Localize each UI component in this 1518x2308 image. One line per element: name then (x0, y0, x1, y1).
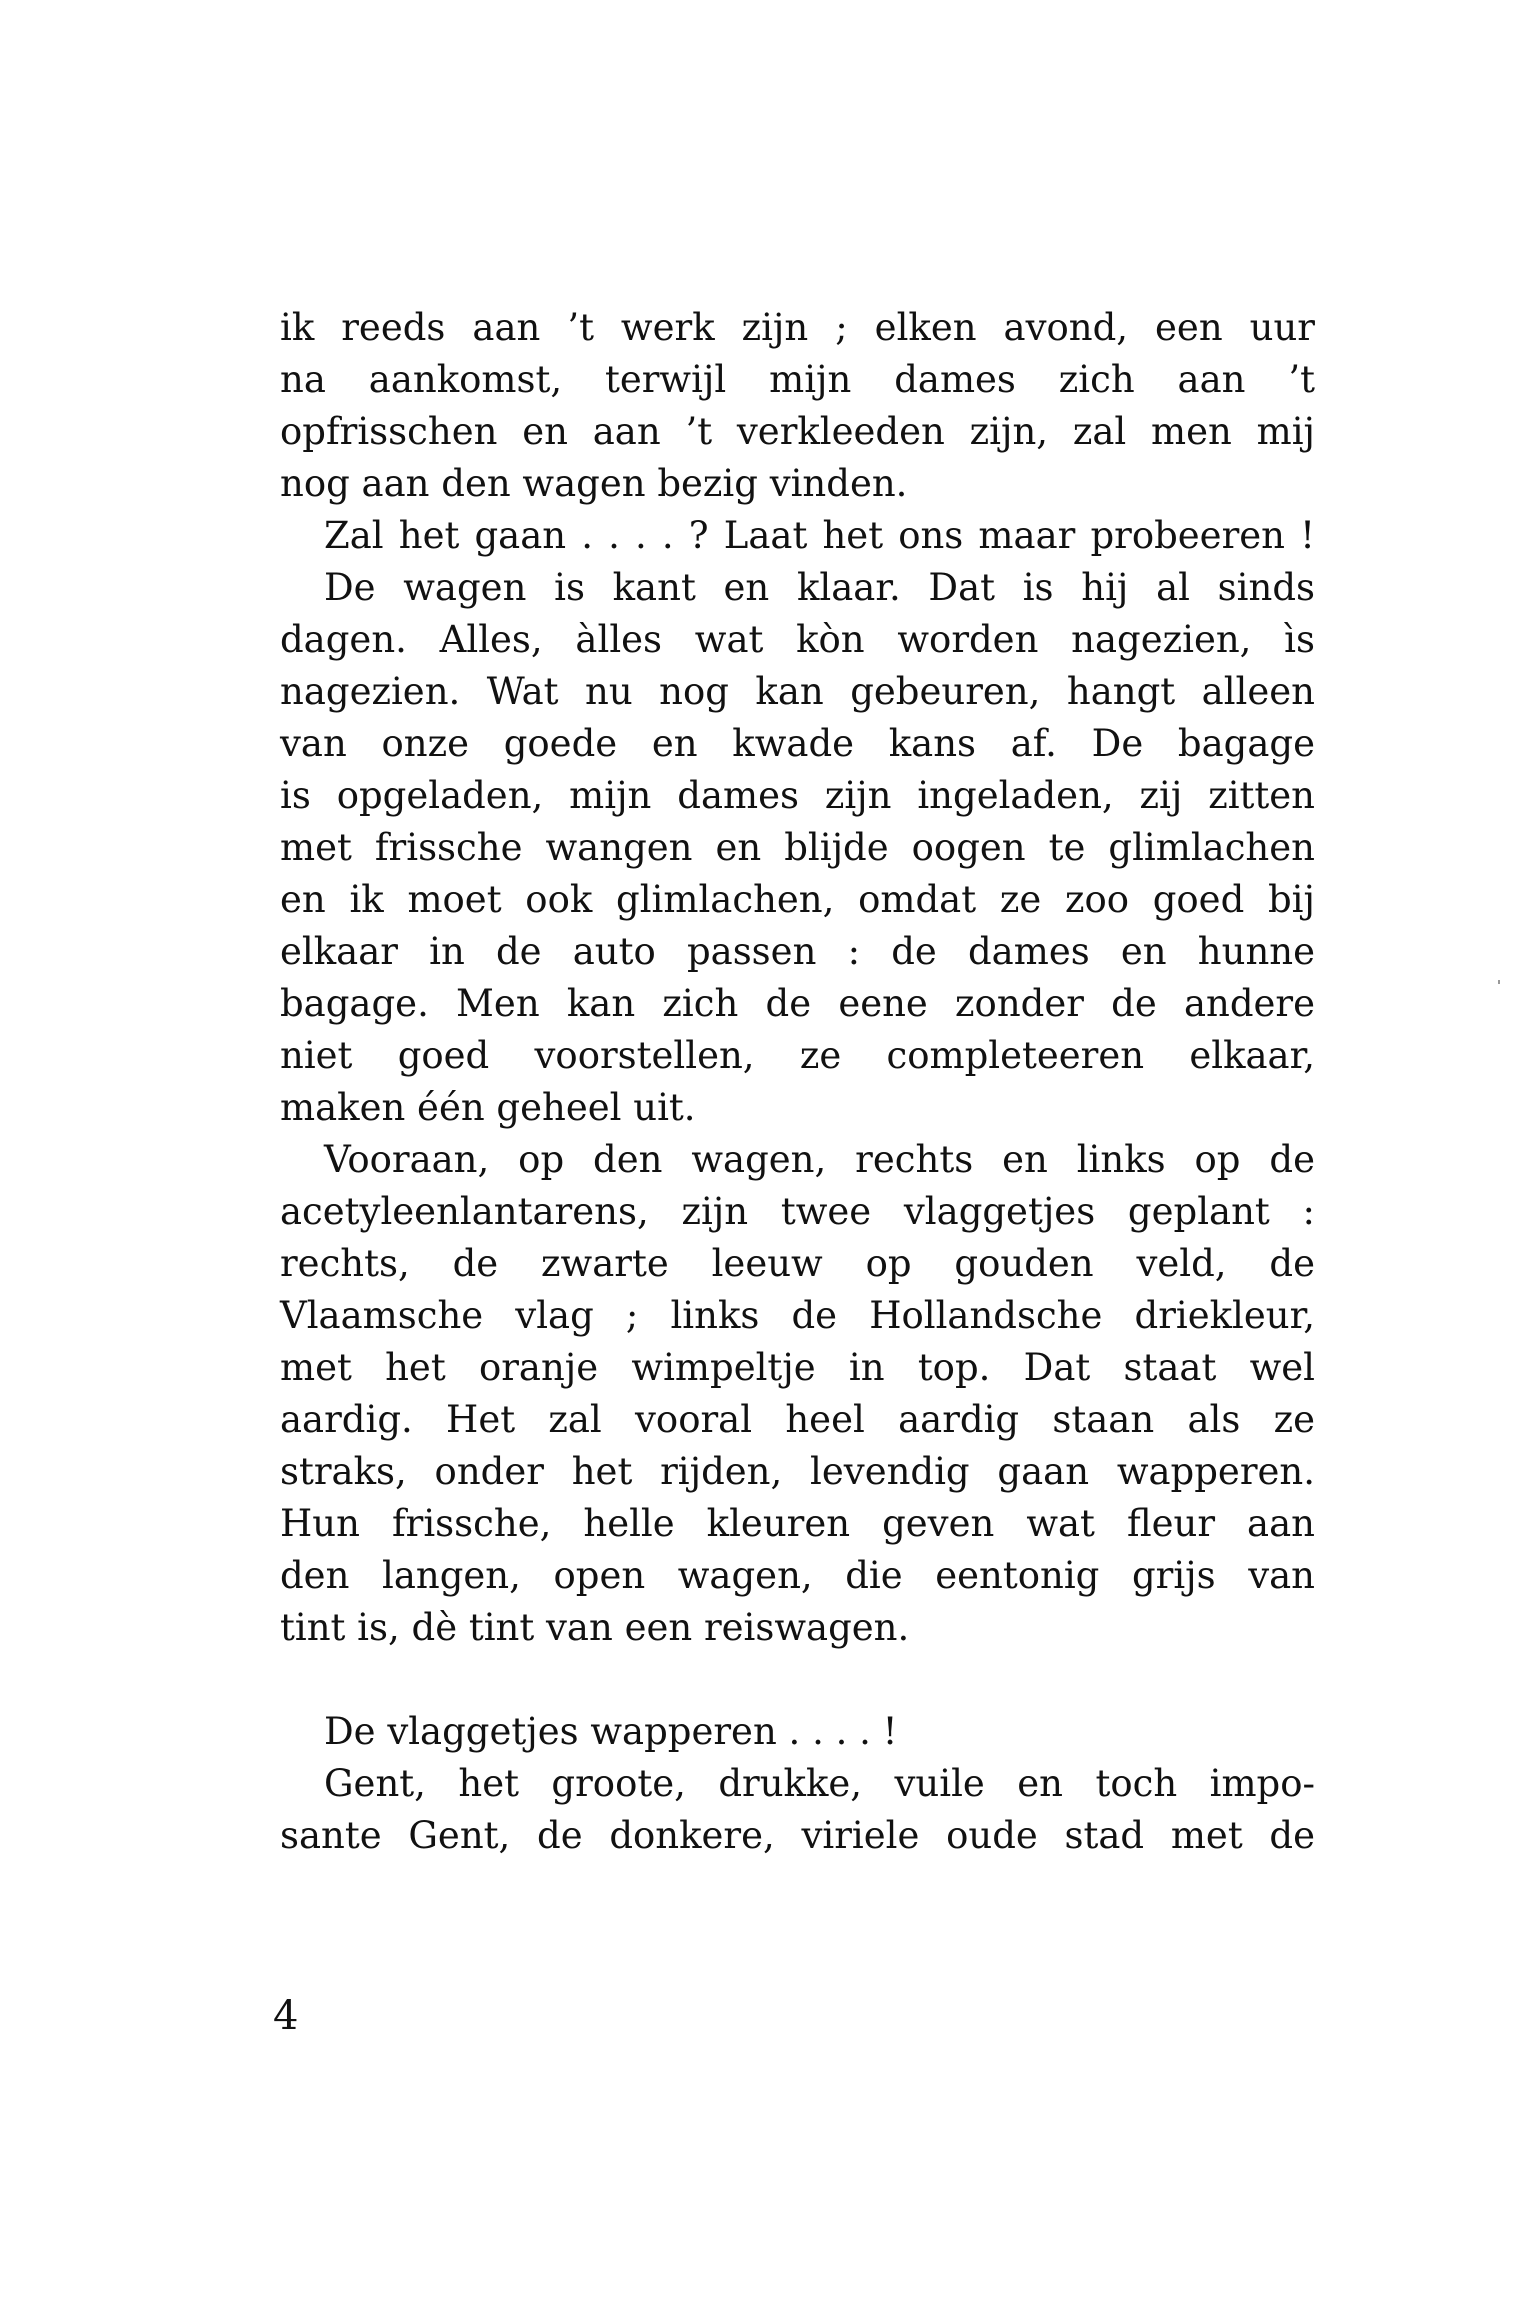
text-line: den langen, open wagen, die eentonig grijs van (280, 1554, 1315, 1597)
text-line: is opgeladen, mijn dames zijn ingeladen, zij zitten (280, 774, 1315, 817)
text-line: Gent, het groote, drukke, vuile en toch impo- (324, 1762, 1315, 1805)
text-line: met het oranje wimpeltje in top. Dat staat wel (280, 1346, 1315, 1389)
text-line: De vlaggetjes wapperen . . . . ! (324, 1710, 898, 1753)
text-line: nog aan den wagen bezig vinden. (280, 462, 908, 505)
text-line: sante Gent, de donkere, viriele oude stad met de (280, 1814, 1315, 1857)
body-text (280, 302, 1315, 1862)
scan-speck (1498, 980, 1500, 984)
text-line: en ik moet ook glimlachen, omdat ze zoo goed bij (280, 878, 1315, 921)
text-line: elkaar in de auto passen : de dames en hunne (280, 930, 1315, 973)
text-line: Vlaamsche vlag ; links de Hollandsche driekleur, (280, 1294, 1315, 1337)
text-line: Zal het gaan . . . . ? Laat het ons maar probeeren ! (324, 514, 1315, 557)
text-line: met frissche wangen en blijde oogen te glimlachen (280, 826, 1315, 869)
text-line: straks, onder het rijden, levendig gaan wapperen. (280, 1450, 1315, 1493)
text-line: aardig. Het zal vooral heel aardig staan als ze (280, 1398, 1315, 1441)
text-line: bagage. Men kan zich de eene zonder de andere (280, 982, 1315, 1025)
text-line: dagen. Alles, àlles wat kòn worden nagezien, ìs (280, 618, 1315, 661)
text-line: Hun frissche, helle kleuren geven wat fleur aan (280, 1502, 1315, 1545)
text-line: Vooraan, op den wagen, rechts en links op de (324, 1138, 1315, 1181)
text-line: tint is, dè tint van een reiswagen. (280, 1606, 910, 1649)
text-line: rechts, de zwarte leeuw op gouden veld, de (280, 1242, 1315, 1285)
text-line: nagezien. Wat nu nog kan gebeuren, hangt alleen (280, 670, 1315, 713)
text-line: na aankomst, terwijl mijn dames zich aan ’t (280, 358, 1315, 401)
text-line: van onze goede en kwade kans af. De bagage (280, 722, 1315, 765)
text-line: acetyleenlantarens, zijn twee vlaggetjes geplant : (280, 1190, 1315, 1233)
text-line: opfrisschen en aan ’t verkleeden zijn, zal men mij (280, 410, 1315, 453)
text-line: De wagen is kant en klaar. Dat is hij al sinds (324, 566, 1315, 609)
text-line: ik reeds aan ’t werk zijn ; elken avond, een uur (280, 306, 1315, 349)
text-line: niet goed voorstellen, ze completeeren elkaar, (280, 1034, 1315, 1077)
text-line: maken één geheel uit. (280, 1086, 696, 1129)
section-break (280, 1654, 1315, 1706)
page-number: 4 (273, 1993, 299, 2039)
